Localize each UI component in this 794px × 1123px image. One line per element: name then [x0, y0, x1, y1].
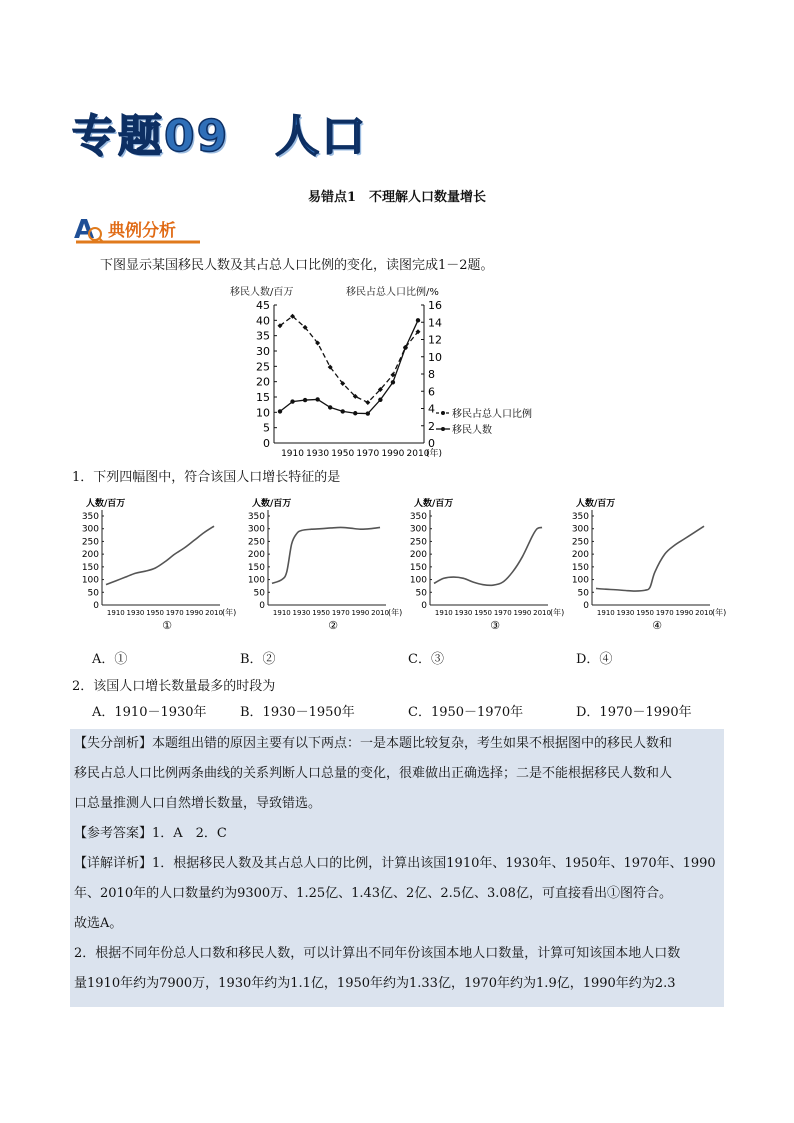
- y2-tick-label: 4: [428, 402, 435, 416]
- y-axis-label: 人数/百万: [86, 499, 126, 509]
- y-tick-label: 300: [409, 524, 427, 535]
- x-tick-label: 1930: [292, 609, 311, 617]
- x-tick-label: 1970: [655, 609, 674, 617]
- series-line-2: [280, 320, 418, 413]
- y-tick-label: 250: [81, 537, 99, 548]
- series-line-1: [280, 316, 418, 402]
- y-tick-label: 100: [81, 575, 99, 586]
- x-tick-label: 1950: [146, 609, 165, 617]
- analysis-line: 移民占总人口比例两条曲线的关系判断人口总量的变化，很难做出正确选择；二是不能根据移民人数和人: [74, 766, 673, 781]
- series-line: [106, 526, 214, 584]
- analysis-line: 口总量推测人口自然增长数量，导致错选。: [74, 796, 322, 811]
- answer-line: 【参考答案】1．A 2．C: [74, 826, 227, 841]
- x-unit-label: (年): [222, 608, 237, 617]
- data-point: [328, 405, 332, 409]
- y2-tick-label: 12: [428, 333, 442, 347]
- y-axis-label: 移民人数/百万: [230, 287, 294, 298]
- data-point: [403, 345, 407, 349]
- y-axis-label: 人数/百万: [576, 499, 616, 509]
- series-line: [272, 527, 380, 583]
- y-tick-label: 300: [247, 524, 265, 535]
- page-title: 专题09 人口: [72, 111, 368, 162]
- y-tick-label: 200: [571, 550, 589, 561]
- y-tick-label: 30: [256, 345, 270, 358]
- y-tick-label: 250: [571, 537, 589, 548]
- y2-tick-label: 14: [428, 316, 442, 330]
- q2-option-a[interactable]: A．1910－1930年: [92, 705, 207, 720]
- x-tick-label: 1990: [381, 449, 405, 459]
- main-chart: [228, 283, 558, 463]
- x-tick-label: 1990: [675, 609, 694, 617]
- x-tick-label: 1910: [434, 609, 453, 617]
- x-tick-label: 1950: [312, 609, 331, 617]
- y-tick-label: 250: [247, 537, 265, 548]
- x-tick-label: 1970: [165, 609, 184, 617]
- y-tick-label: 0: [93, 601, 99, 611]
- x-tick-label: 1950: [474, 609, 493, 617]
- y2-tick-label: 10: [428, 350, 442, 364]
- option-chart-1: [72, 492, 242, 634]
- chart-number-label: ②: [328, 619, 338, 632]
- x-tick-label: 1970: [493, 609, 512, 617]
- x-tick-label: 1910: [106, 609, 125, 617]
- chart-number-label: ④: [652, 619, 662, 632]
- y-tick-label: 35: [256, 329, 270, 343]
- x-tick-label: 1930: [126, 609, 145, 617]
- y2-tick-label: 0: [428, 437, 435, 450]
- question-2: 2．该国人口增长数量最多的时段为: [72, 679, 276, 694]
- legend-label: 移民占总人口比例: [452, 409, 532, 420]
- y-tick-label: 350: [409, 512, 427, 522]
- y-tick-label: 50: [415, 588, 427, 599]
- analysis-line: 2．根据不同年份总人口数和移民人数，可以计算出不同年份该国本地人口数量，计算可知该国本地人口数: [74, 946, 681, 961]
- y-tick-label: 50: [253, 588, 265, 599]
- x-tick-label: 1970: [331, 609, 350, 617]
- x-tick-label: 1930: [616, 609, 635, 617]
- series-line: [434, 527, 542, 585]
- badge-a-letter: A: [74, 215, 95, 245]
- analysis-line: 故选A。: [74, 916, 123, 931]
- y-tick-label: 350: [571, 512, 589, 522]
- y2-tick-label: 16: [428, 299, 442, 312]
- y-tick-label: 200: [81, 550, 99, 561]
- badge-label: 典例分析: [108, 221, 176, 241]
- x-tick-label: 1970: [356, 449, 380, 459]
- y-tick-label: 40: [256, 314, 270, 328]
- x-tick-label: 2010: [533, 609, 551, 617]
- q1-option-a[interactable]: A．①: [92, 652, 128, 667]
- y-tick-label: 25: [256, 360, 270, 374]
- y2-tick-label: 2: [428, 419, 435, 433]
- x-tick-label: 1990: [513, 609, 532, 617]
- x-tick-label: 1950: [331, 449, 355, 459]
- y-tick-label: 50: [87, 588, 99, 599]
- q1-option-d[interactable]: D．④: [576, 652, 613, 667]
- x-tick-label: 1910: [596, 609, 615, 617]
- y-axis-label: 人数/百万: [414, 499, 454, 509]
- example-analysis-badge: [72, 212, 202, 246]
- series-line: [596, 526, 704, 591]
- data-point: [290, 399, 294, 403]
- y-axis-label: 人数/百万: [252, 499, 292, 509]
- x-unit-label: (年): [550, 608, 565, 617]
- x-tick-label: 1990: [185, 609, 204, 617]
- x-tick-label: 2010: [371, 609, 389, 617]
- y-tick-label: 100: [409, 575, 427, 586]
- y-tick-label: 5: [263, 421, 270, 435]
- q2-option-b[interactable]: B．1930－1950年: [240, 705, 355, 720]
- y-tick-label: 15: [256, 391, 270, 404]
- x-tick-label: 1910: [272, 609, 291, 617]
- y-tick-label: 350: [81, 512, 99, 522]
- analysis-box: [70, 729, 724, 1007]
- legend-marker: [441, 411, 445, 415]
- legend-marker: [441, 427, 445, 431]
- y-tick-label: 300: [571, 524, 589, 535]
- q2-option-c[interactable]: C．1950－1970年: [408, 705, 524, 720]
- x-tick-label: 2010: [205, 609, 223, 617]
- question-1: 1．下列四幅图中，符合该国人口增长特征的是: [72, 470, 341, 485]
- y-tick-label: 0: [263, 437, 270, 450]
- y2-tick-label: 6: [428, 385, 435, 399]
- y-tick-label: 20: [256, 375, 270, 389]
- q2-option-d[interactable]: D．1970－1990年: [576, 705, 692, 720]
- data-point: [303, 398, 307, 402]
- option-chart-4: [562, 492, 732, 634]
- y2-tick-label: 8: [428, 368, 435, 381]
- data-point: [341, 409, 345, 413]
- y-tick-label: 45: [256, 299, 270, 312]
- badge-graphic: [72, 212, 202, 246]
- x-tick-label: 1910: [281, 449, 304, 459]
- y-tick-label: 0: [421, 601, 427, 611]
- data-point: [391, 380, 395, 384]
- chart-number-label: ③: [490, 619, 500, 632]
- chart-number-label: ①: [162, 619, 172, 632]
- x-unit-label: (年): [388, 608, 403, 617]
- y-tick-label: 0: [583, 601, 589, 611]
- q1-option-b[interactable]: B．②: [240, 652, 276, 667]
- x-tick-label: 2010: [406, 449, 430, 459]
- y-tick-label: 300: [81, 524, 99, 535]
- data-point: [315, 397, 319, 401]
- section-heading: 易错点1 不理解人口数量增长: [307, 190, 487, 205]
- y-tick-label: 150: [247, 562, 265, 573]
- analysis-line: 【详解详析】1．根据移民人数及其占总人口的比例，计算出该国1910年、1930年、1950年、1970年、1990: [74, 856, 716, 871]
- y-tick-label: 150: [81, 562, 99, 573]
- y2-axis-label: 移民占总人口比例/%: [346, 287, 439, 298]
- x-tick-label: 1990: [351, 609, 370, 617]
- y-tick-label: 250: [409, 537, 427, 548]
- intro-text: 下图显示某国移民人数及其占总人口比例的变化，读图完成1－2题。: [100, 258, 494, 273]
- y-tick-label: 100: [247, 575, 265, 586]
- x-unit-label: (年): [426, 449, 443, 459]
- y-tick-label: 0: [259, 601, 265, 611]
- data-point: [365, 400, 370, 405]
- x-tick-label: 1930: [454, 609, 473, 617]
- x-tick-label: 1930: [306, 449, 330, 459]
- analysis-line: 年、2010年的人口数量约为9300万、1.25亿、1.43亿、2亿、2.5亿、3.08亿，可直接看出①图符合。: [74, 886, 672, 901]
- y-tick-label: 100: [571, 575, 589, 586]
- data-point: [353, 411, 357, 415]
- x-tick-label: 2010: [695, 609, 713, 617]
- data-point: [416, 318, 420, 322]
- y-tick-label: 150: [409, 562, 427, 573]
- option-chart-3: [400, 492, 570, 634]
- data-point: [378, 398, 382, 402]
- q1-option-c[interactable]: C．③: [408, 652, 444, 667]
- y-tick-label: 150: [571, 562, 589, 573]
- y-tick-label: 50: [577, 588, 589, 599]
- y-tick-label: 10: [256, 406, 270, 420]
- y-tick-label: 350: [247, 512, 265, 522]
- y-tick-label: 200: [409, 550, 427, 561]
- x-unit-label: (年): [712, 608, 727, 617]
- x-tick-label: 1950: [636, 609, 655, 617]
- y-tick-label: 200: [247, 550, 265, 561]
- analysis-line: 量1910年约为7900万，1930年约为1.1亿，1950年约为1.33亿，1970年约为1.9亿，1990年约为2.3: [74, 976, 676, 991]
- option-chart-2: [238, 492, 408, 634]
- analysis-line: 【失分剖析】本题组出错的原因主要有以下两点：一是本题比较复杂，考生如果不根据图中的移民人数和: [74, 736, 673, 751]
- data-point: [278, 409, 282, 413]
- data-point: [366, 411, 370, 415]
- legend-label: 移民人数: [452, 425, 492, 436]
